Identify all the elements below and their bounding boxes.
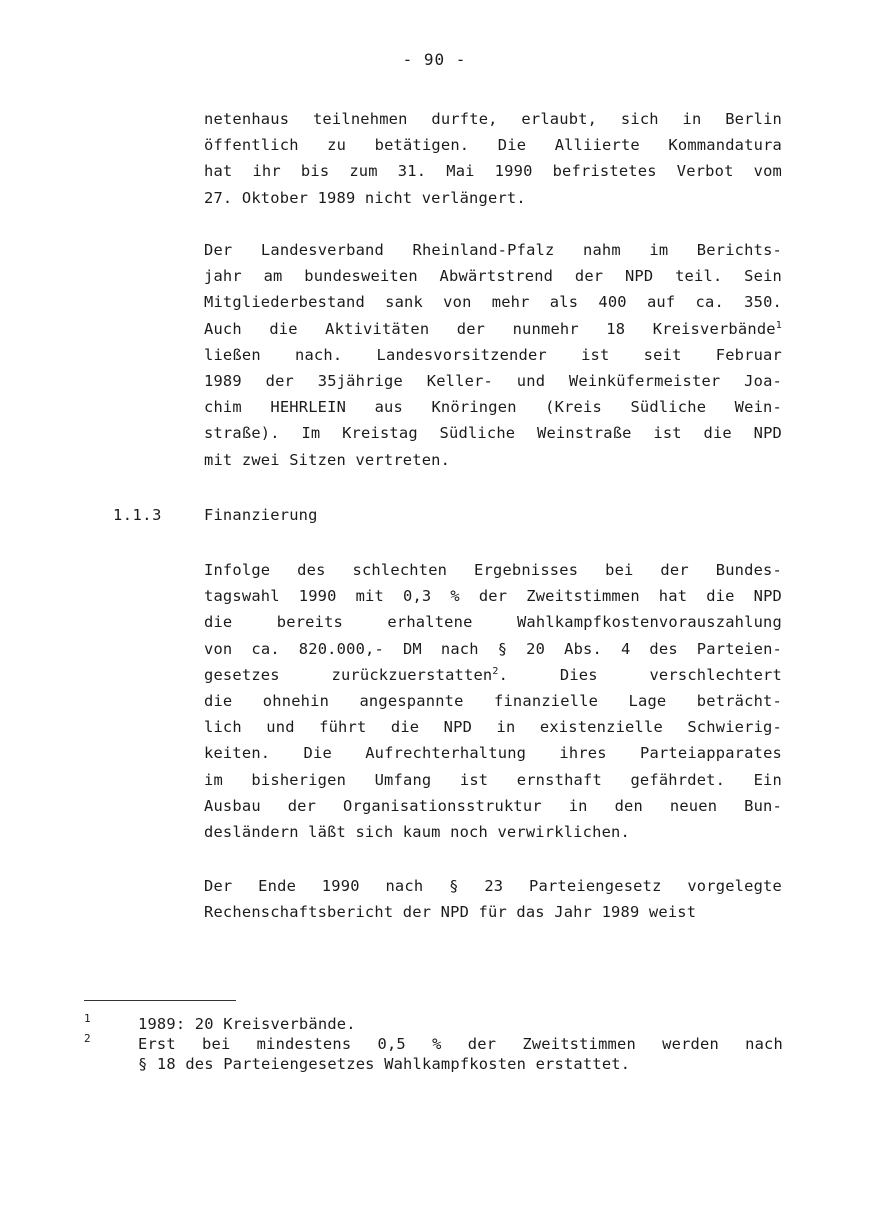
- text-line: chim HEHRLEIN aus Knöringen (Kreis Südliche Wein-: [204, 398, 782, 417]
- page-number: - 90 -: [402, 50, 467, 69]
- text-line: 27. Oktober 1989 nicht verlängert.: [204, 188, 526, 207]
- text-line: Ausbau der Organisationsstruktur in den neuen Bun-: [204, 796, 782, 815]
- text-line: ließen nach. Landesvorsitzender ist seit Februar: [204, 345, 782, 364]
- text-line: die bereits erhaltene Wahlkampfkostenvorauszahlung: [204, 613, 782, 632]
- footnote-mark: 1: [84, 1012, 91, 1025]
- text-line-with-footnote: [204, 662, 782, 688]
- text-line: tagswahl 1990 mit 0,3 % der Zweitstimmen hat die NPD: [204, 587, 782, 606]
- paragraph-rechenschaftsbericht: [204, 873, 782, 925]
- text-line: mit zwei Sitzen vertreten.: [204, 450, 451, 469]
- text-line: Mitgliederbestand sank von mehr als 400 auf ca. 350.: [204, 293, 782, 312]
- paragraph-berlin: [204, 106, 782, 211]
- footnote-mark: 2: [84, 1032, 91, 1045]
- footnote-text: § 18 des Parteiengesetzes Wahlkampfkosten erstattet.: [138, 1055, 631, 1073]
- footnotes: [84, 1014, 784, 1074]
- section-number: 1.1.3: [113, 506, 162, 524]
- text-line: desländern läßt sich kaum noch verwirklichen.: [204, 822, 630, 841]
- text-line: öffentlich zu betätigen. Die Alliierte Kommandatura: [204, 136, 782, 155]
- text-line: netenhaus teilnehmen durfte, erlaubt, sich in Berlin: [204, 110, 782, 128]
- footnote-1: [84, 1014, 784, 1034]
- text-line: im bisherigen Umfang ist ernsthaft gefährdet. Ein: [204, 770, 782, 789]
- footnote-2: [84, 1034, 784, 1074]
- footnote-reference-2: 2: [492, 665, 499, 677]
- text-segment: Auch die Aktivitäten der nunmehr 18 Kreisverbände: [204, 319, 776, 338]
- text-line: 1989 der 35jährige Keller- und Weinküfermeister Joa-: [204, 371, 782, 390]
- text-line: Infolge des schlechten Ergebnisses bei der Bundes-: [204, 561, 782, 579]
- text-line: von ca. 820.000,- DM nach § 20 Abs. 4 des Parteien-: [204, 639, 782, 658]
- text-line: Rechenschaftsbericht der NPD für das Jahr 1989 weist: [204, 903, 697, 922]
- text-line: hat ihr bis zum 31. Mai 1990 befristetes Verbot vom: [204, 162, 782, 181]
- text-segment: gesetzes zurückzuerstatten: [204, 665, 493, 684]
- text-line: lich und führt die NPD in existenzielle Schwierig-: [204, 718, 782, 737]
- footnote-text: 1989: 20 Kreisverbände.: [138, 1015, 356, 1033]
- paragraph-finanzierung: [204, 557, 782, 845]
- text-line: Der Ende 1990 nach § 23 Parteiengesetz vorgelegte: [204, 877, 782, 895]
- footnote-reference-1: 1: [775, 319, 782, 331]
- text-line: straße). Im Kreistag Südliche Weinstraße ist die NPD: [204, 424, 782, 443]
- text-line-with-footnote: [204, 316, 782, 342]
- footnote-text: Erst bei mindestens 0,5 % der Zweitstimmen werden nach: [138, 1035, 783, 1053]
- text-line: jahr am bundesweiten Abwärtstrend der NPD teil. Sein: [204, 267, 782, 286]
- text-segment: . Dies verschlechtert: [498, 665, 782, 684]
- text-line: die ohnehin angespannte finanzielle Lage beträcht-: [204, 691, 782, 710]
- paragraph-rheinland-pfalz: [204, 237, 782, 473]
- footnote-separator: [84, 1000, 236, 1001]
- text-line: Der Landesverband Rheinland-Pfalz nahm im Berichts-: [204, 241, 782, 259]
- section-title: Finanzierung: [204, 506, 318, 524]
- text-line: keiten. Die Aufrechterhaltung ihres Parteiapparates: [204, 744, 782, 763]
